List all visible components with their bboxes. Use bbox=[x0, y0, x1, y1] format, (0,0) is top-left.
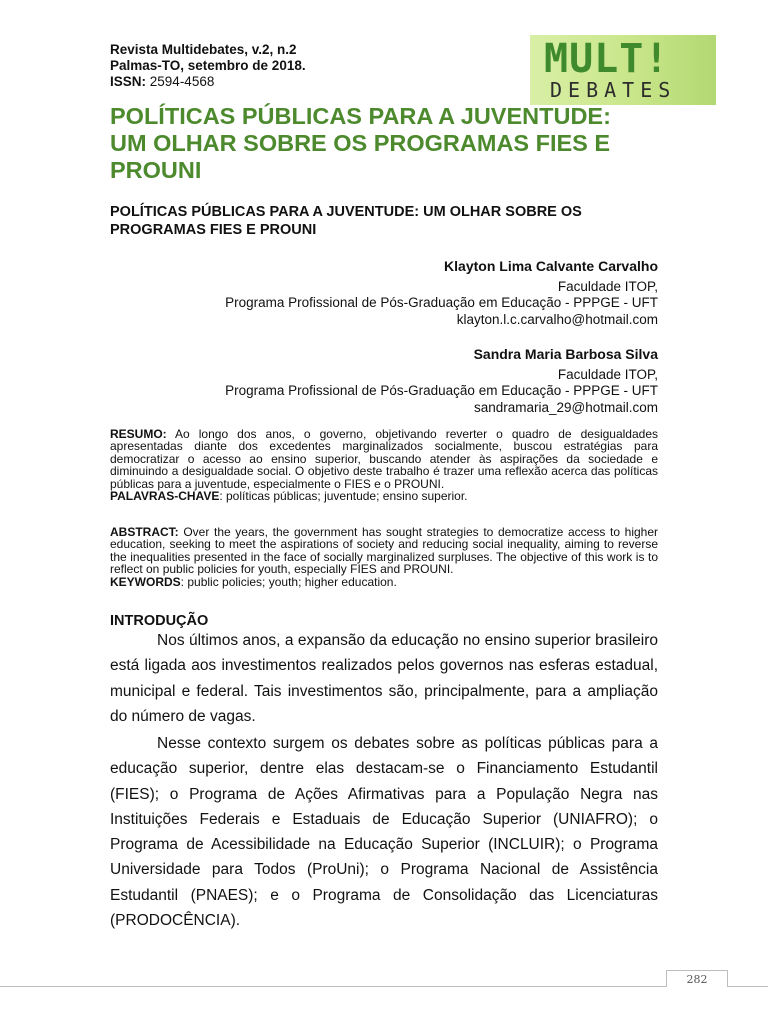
abstract-section bbox=[110, 526, 658, 588]
author-program: Programa Profissional de Pós-Graduação em Educação - PPPGE - UFT bbox=[225, 383, 658, 398]
footer-divider bbox=[0, 986, 768, 987]
journal-issn bbox=[110, 74, 306, 90]
article-title: POLÍTICAS PÚBLICAS PARA A JUVENTUDE: UM OLHAR SOBRE OS PROGRAMAS FIES E PROUNI bbox=[110, 103, 611, 183]
issn-label: ISSN: bbox=[110, 74, 147, 89]
issn-value: 2594-4568 bbox=[149, 74, 215, 89]
journal-info bbox=[110, 42, 306, 90]
keywords-text: : public policies; youth; higher education. bbox=[180, 574, 397, 589]
intro-paragraph-2-container bbox=[110, 731, 658, 933]
author-email: klayton.l.c.carvalho@hotmail.com bbox=[456, 311, 658, 327]
keywords bbox=[110, 576, 658, 588]
author-institution: Faculdade ITOP, bbox=[557, 366, 658, 382]
author-program: Programa Profissional de Pós-Graduação em Educação - PPPGE - UFT bbox=[225, 295, 658, 310]
multidebates-logo bbox=[530, 35, 716, 105]
intro-paragraph-1-container bbox=[110, 628, 658, 729]
author-block-2 bbox=[225, 346, 658, 416]
author-name: Sandra Maria Barbosa Silva bbox=[473, 346, 658, 362]
journal-volume: Revista Multidebates, v.2, n.2 bbox=[110, 42, 297, 57]
resumo-text: Ao longo dos anos, o governo, objetivando reverter o quadro de desigualdades apresentadas diante dos excedentes marginalizados socialmente, buscou estratégias para democratizar o acesso ao ensino superior, buscando atender às aspirações da sociedade e diminuindo a desigualdade social. O objetivo deste trabalho é trazer uma reflexão acerca das políticas públicas para a juventude, especialmente o FIES e o PROUNI. bbox=[110, 427, 658, 491]
author-block-1 bbox=[225, 258, 658, 328]
resumo-label: RESUMO: bbox=[110, 427, 167, 441]
resumo-paragraph bbox=[110, 428, 658, 490]
logo-text-debates: DEBATES bbox=[550, 78, 677, 102]
author-institution: Faculdade ITOP, bbox=[557, 278, 658, 294]
logo-text-multi: MULT! bbox=[544, 36, 670, 82]
article-subtitle: POLÍTICAS PÚBLICAS PARA A JUVENTUDE: UM OLHAR SOBRE OS PROGRAMAS FIES E PROUNI bbox=[110, 204, 582, 238]
keywords-label: KEYWORDS bbox=[110, 574, 181, 589]
abstract-paragraph bbox=[110, 526, 658, 576]
palavras-chave-label: PALAVRAS-CHAVE bbox=[110, 489, 220, 504]
palavras-chave-text: : políticas públicas; juventude; ensino superior. bbox=[219, 489, 468, 504]
author-name: Klayton Lima Calvante Carvalho bbox=[444, 258, 658, 274]
journal-date: Palmas-TO, setembro de 2018. bbox=[110, 58, 306, 73]
intro-paragraph-1: Nos últimos anos, a expansão da educação no ensino superior brasileiro está ligada aos investimentos realizados pelos governos nas esferas estadual, municipal e federal. Tais investimentos são, principalmente, para a ampliação do número de vagas. bbox=[110, 632, 658, 725]
section-heading-introducao: INTRODUÇÃO bbox=[110, 613, 209, 629]
abstract-text: Over the years, the government has sought strategies to democratize access to higher education, seeking to meet the aspirations of society and reducing social inequality, aiming to reverse the inequalities presented in the face of socially marginalized surpluses. The objective of this work is to reflect on public policies for youth, especially FIES and PROUNI. bbox=[110, 525, 658, 577]
abstract-label: ABSTRACT: bbox=[110, 525, 179, 539]
palavras-chave bbox=[110, 490, 658, 502]
author-email: sandramaria_29@hotmail.com bbox=[473, 399, 658, 415]
intro-paragraph-2: Nesse contexto surgem os debates sobre as políticas públicas para a educação superior, dentre elas destacam-se o Financiamento Estudantil (FIES); o Programa de Ações Afirmativas para a População Negra nas Instituições Federais e Estaduais de Educação Superior (UNIAFRO); o Programa de Acessibilidade na Educação Superior (INCLUIR); o Programa Universidade para Todos (ProUni); o Programa Nacional de Assistência Estudantil (PNAES); e o Programa de Consolidação das Licenciaturas (PRODOCÊNCIA). bbox=[110, 735, 658, 930]
page-number: 282 bbox=[666, 970, 728, 987]
resumo-section bbox=[110, 428, 658, 502]
